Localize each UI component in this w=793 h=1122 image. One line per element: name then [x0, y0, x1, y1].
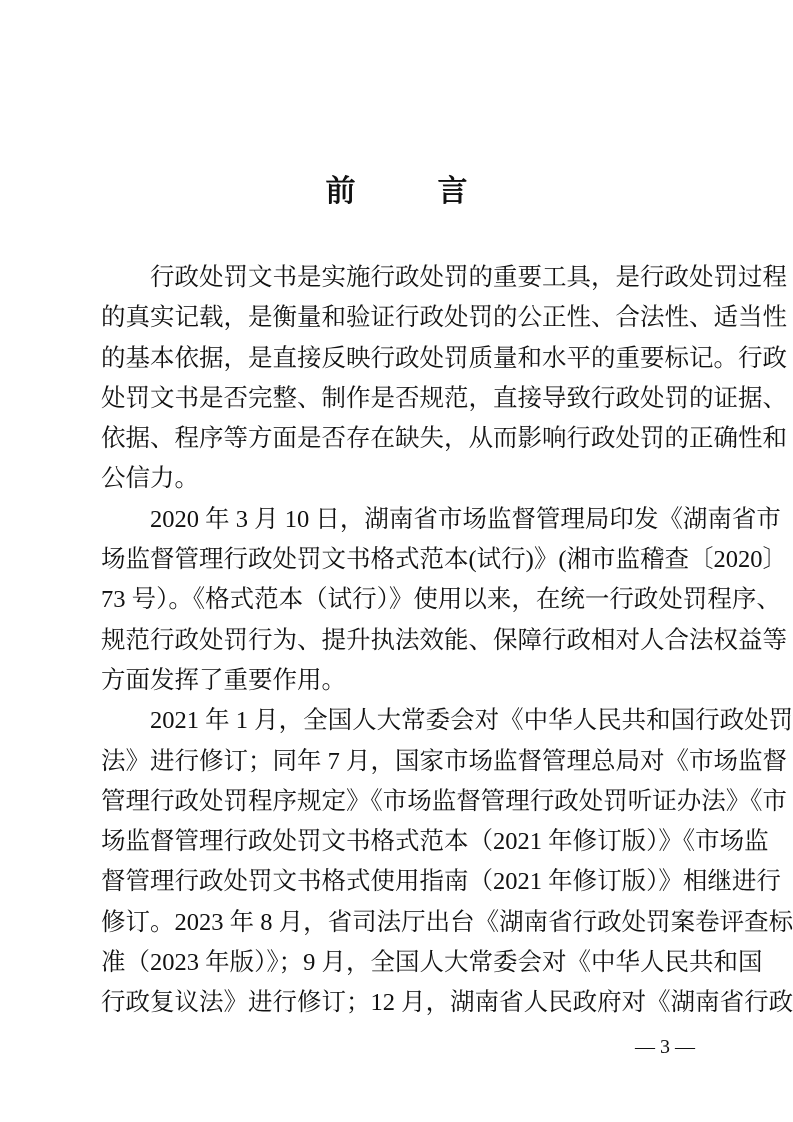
text-line: 规范行政处罚行为、提升执法效能、保障行政相对人合法权益等 — [101, 626, 787, 654]
text-line: 场监督管理行政处罚文书格式范本(试行)》(湘市监稽查〔2020〕 — [101, 546, 787, 574]
text-line: 场监督管理行政处罚文书格式范本（2021 年修订版）》《市场监 — [101, 828, 769, 856]
text-line: 管理行政处罚程序规定》《市场监督管理行政处罚听证办法》《市 — [101, 787, 787, 815]
text-line: 的真实记载，是衡量和验证行政处罚的公正性、合法性、适当性 — [101, 304, 787, 332]
text-line: 2020 年 3 月 10 日，湖南省市场监督管理局印发《湖南省市 — [150, 505, 781, 533]
text-line: 督管理行政处罚文书格式使用指南（2021 年修订版）》相继进行 — [101, 868, 781, 896]
text-line: 2021 年 1 月，全国人大常委会对《中华人民共和国行政处罚 — [150, 707, 793, 735]
document-body — [101, 258, 793, 1024]
text-line: 行政复议法》进行修订；12 月，湖南省人民政府对《湖南省行政 — [101, 989, 793, 1017]
text-line: 方面发挥了重要作用。 — [101, 666, 346, 694]
text-line: 的基本依据，是直接反映行政处罚质量和水平的重要标记。行政 — [101, 344, 787, 372]
text-line: 法》进行修订；同年 7 月，国家市场监督管理总局对《市场监督 — [101, 747, 787, 775]
text-line: 公信力。 — [101, 465, 199, 493]
text-line: 准（2023 年版）》；9 月，全国人大常委会对《中华人民共和国 — [101, 949, 763, 977]
text-line: 处罚文书是否完整、制作是否规范，直接导致行政处罚的证据、 — [101, 384, 787, 412]
text-line: 依据、程序等方面是否存在缺失，从而影响行政处罚的正确性和 — [101, 425, 787, 453]
paragraph — [101, 258, 787, 500]
text-line: 修订。2023 年 8 月，省司法厅出台《湖南省行政处罚案卷评查标 — [101, 908, 793, 936]
paragraph — [101, 701, 793, 1023]
paragraph — [101, 500, 787, 701]
page-number: — 3 — — [635, 1036, 695, 1058]
text-line: 行政处罚文书是实施行政处罚的重要工具，是行政处罚过程 — [150, 264, 787, 291]
text-line: 73 号）。《格式范本（试行）》使用以来，在统一行政处罚程序、 — [101, 586, 781, 614]
page-title: 前 言 — [325, 175, 494, 208]
